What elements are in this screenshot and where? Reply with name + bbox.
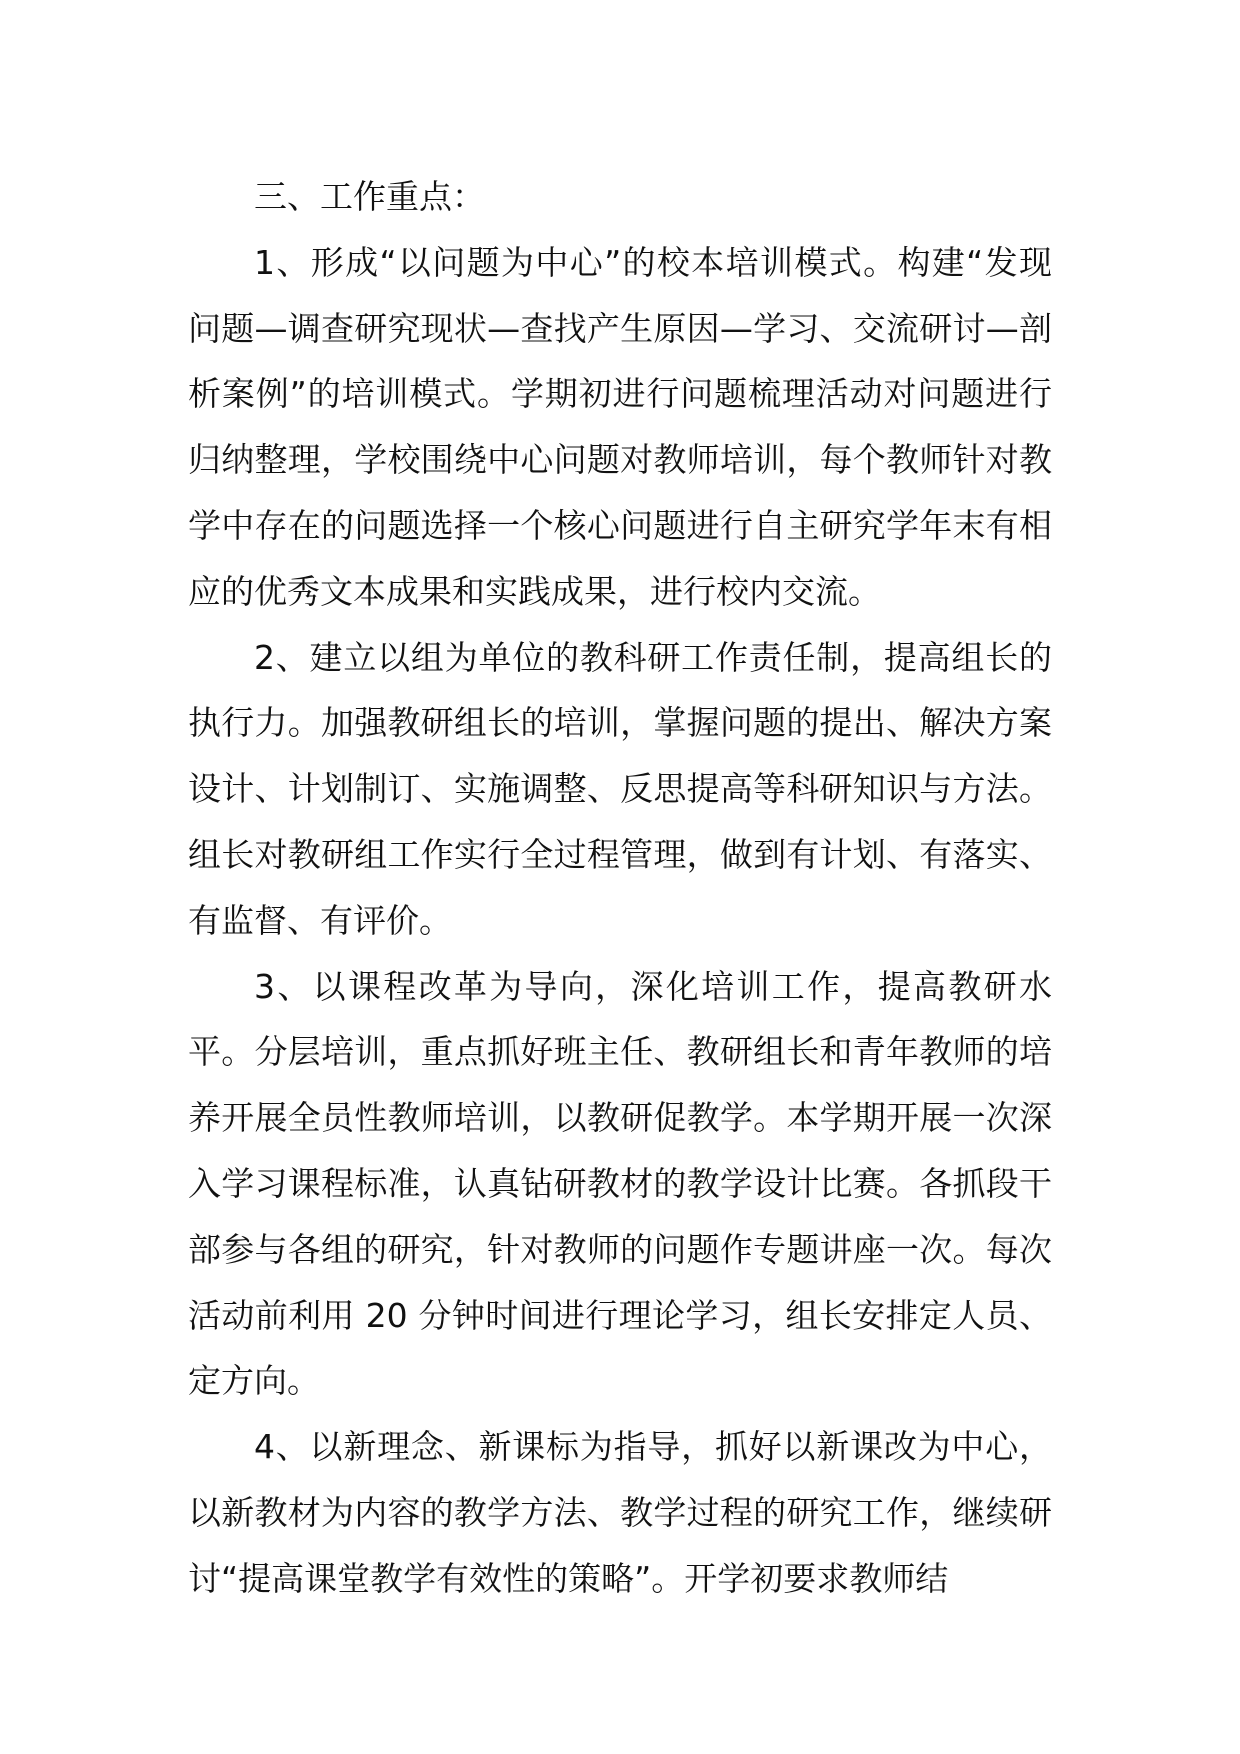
document-body xyxy=(188,164,1052,1612)
paragraph-4: 4、以新理念、新课标为指导，抓好以新课改为中心，以新教材为内容的教学方法、教学过程的研究工作，继续研讨“提高课堂教学有效性的策略”。开学初要求教师结 xyxy=(188,1427,1052,1598)
paragraph-2: 2、建立以组为单位的教科研工作责任制，提高组长的执行力。加强教研组长的培训，掌握问题的提出、解决方案设计、计划制订、实施调整、反思提高等科研知识与方法。组长对教研组工作实行全过程管理，做到有计划、有落实、有监督、有评价。 xyxy=(188,637,1052,940)
section-heading: 三、工作重点： xyxy=(254,177,485,216)
paragraph-1: 1、形成“以问题为中心”的校本培训模式。构建“发现问题—调查研究现状—查找产生原因—学习、交流研讨—剖析案例”的培训模式。学期初进行问题梳理活动对问题进行归纳整理，学校围绕中心问题对教师培训，每个教师针对教学中存在的问题选择一个核心问题进行自主研究学年末有相应的优秀文本成果和实践成果，进行校内交流。 xyxy=(188,242,1052,611)
paragraph-3: 3、以课程改革为导向，深化培训工作，提高教研水平。分层培训，重点抓好班主任、教研组长和青年教师的培养开展全员性教师培训，以教研促教学。本学期开展一次深入学习课程标准，认真钻研教材的教学设计比赛。各抓段干部参与各组的研究，针对教师的问题作专题讲座一次。每次活动前利用 20 分钟时间进行理论学习，组长安排定人员、定方向。 xyxy=(188,966,1052,1401)
